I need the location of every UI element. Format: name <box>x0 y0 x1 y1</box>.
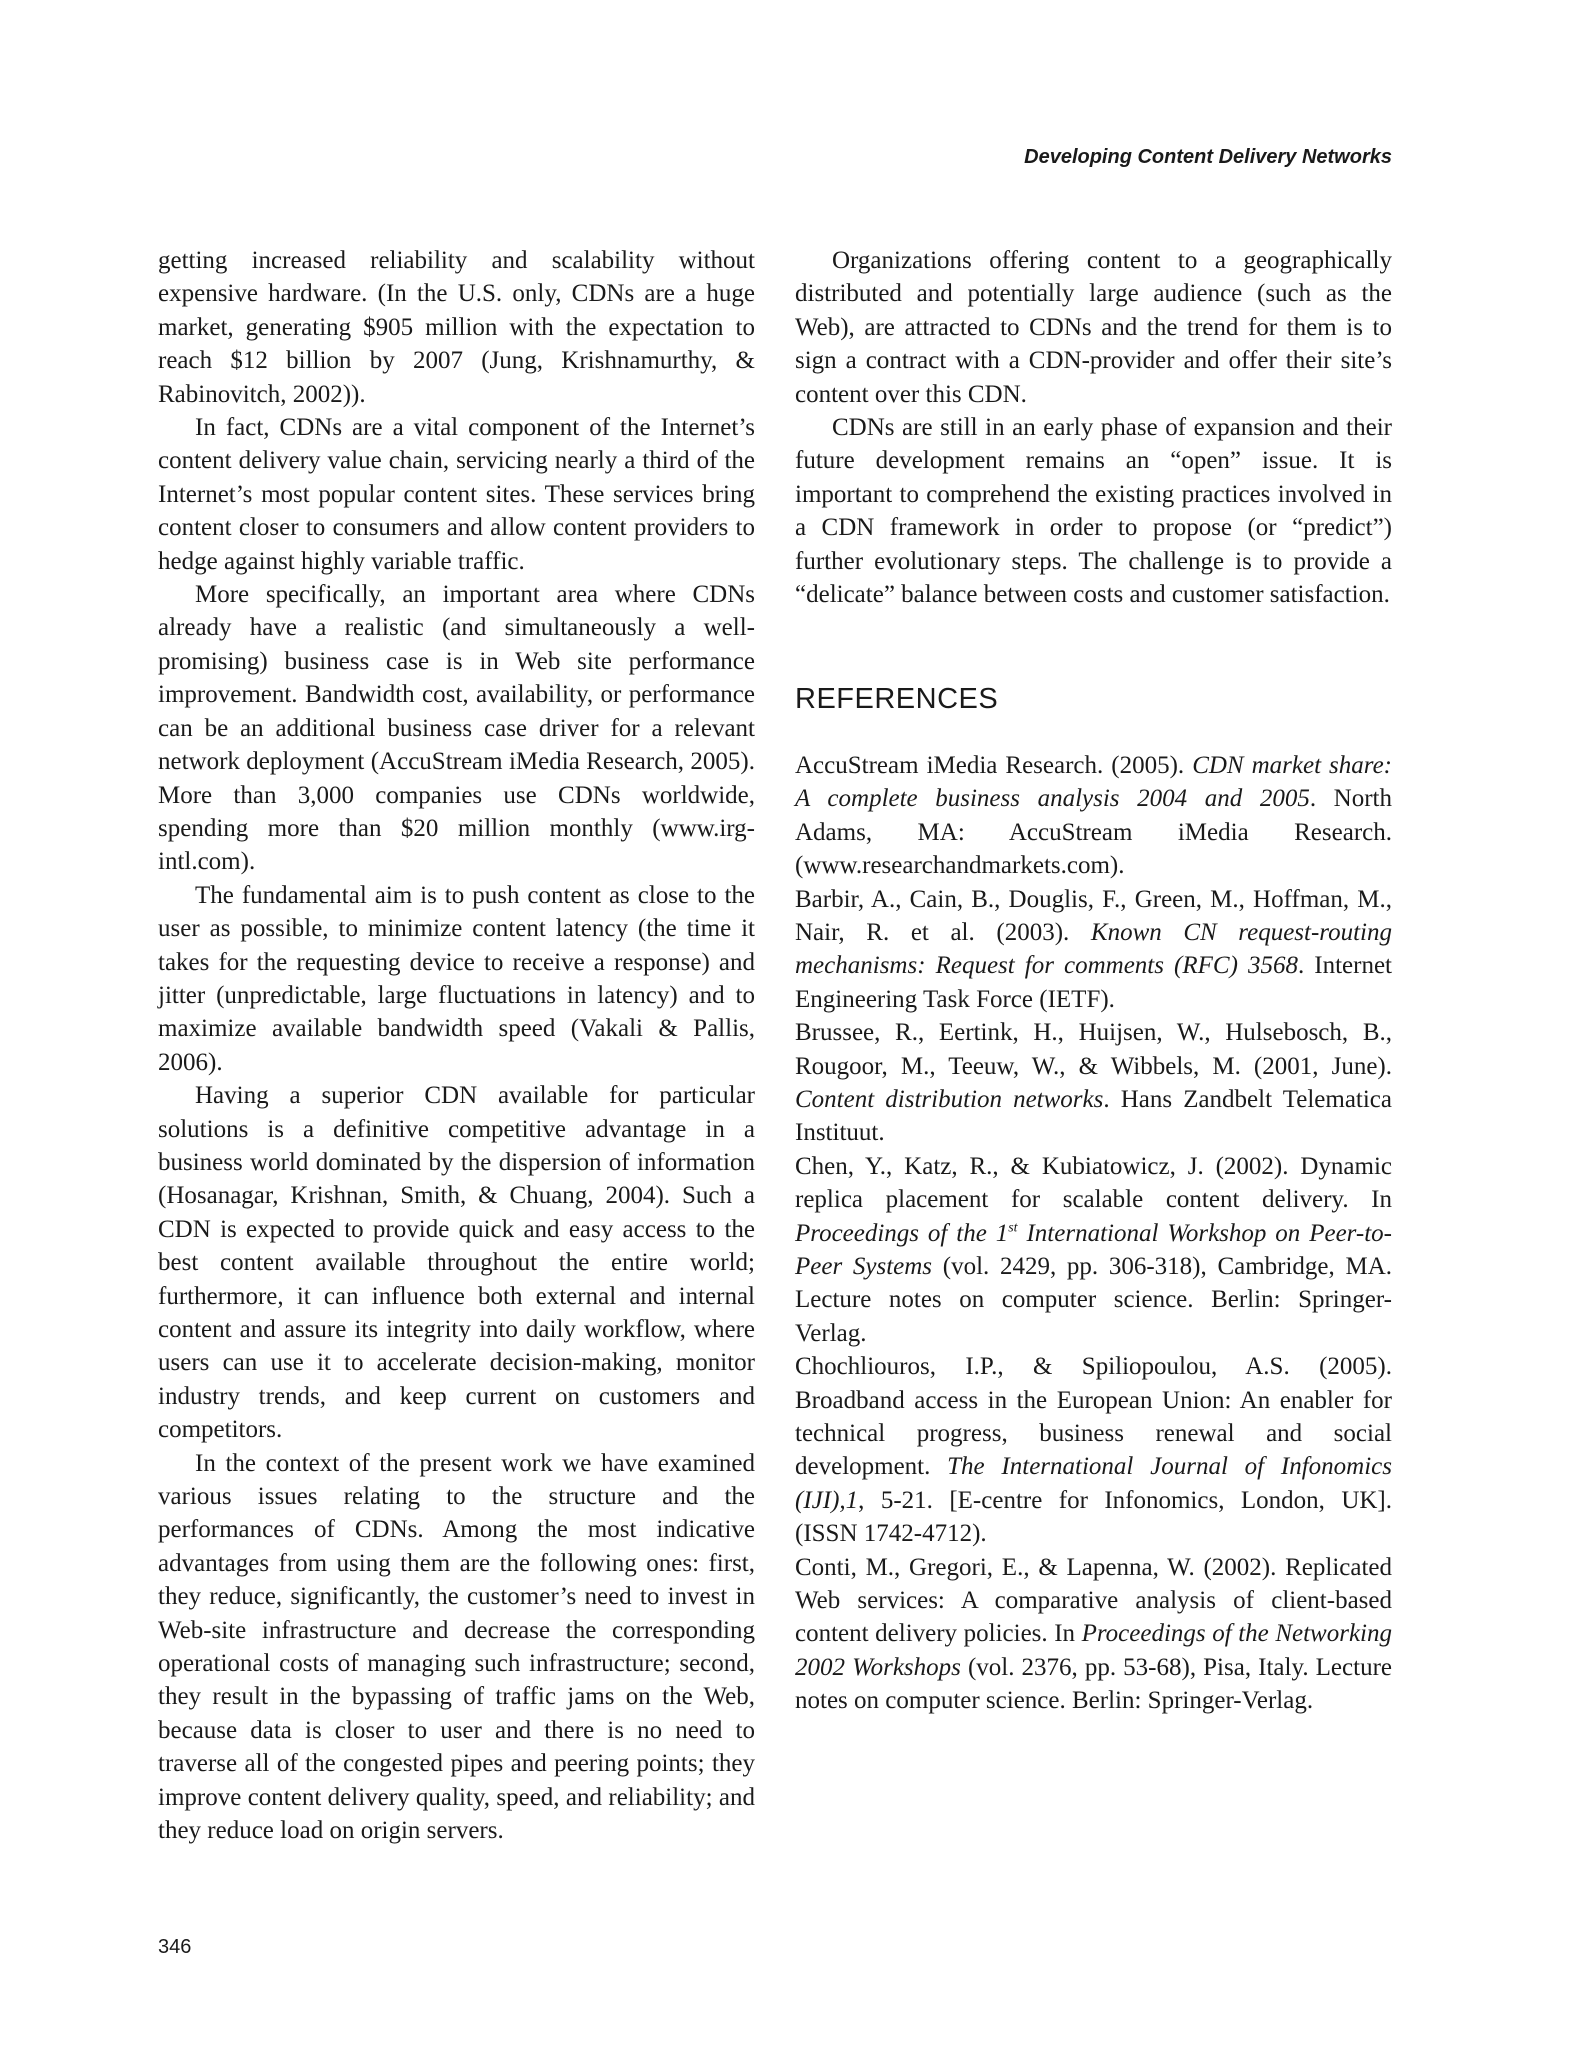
reference-text: AccuStream iMedia Research. (2005). <box>795 751 1193 779</box>
reference-entry <box>795 1150 1392 1350</box>
body-paragraph: In fact, CDNs are a vital component of the Internet’s content delivery value chain, servicing nearly a third of the Internet’s most popular content sites. These services bring content closer to consumers and allow content providers to hedge against highly variable traffic. <box>158 414 755 575</box>
reference-title: CDN market share: A complete business analysis 2004 and 2005 <box>795 751 1393 813</box>
reference-text: . North Adams, MA: AccuStream iMedia Research. (www.researchandmarkets.com). <box>795 785 1393 880</box>
references-heading: REFERENCES <box>795 683 999 716</box>
reference-entry <box>795 749 1392 883</box>
reference-entry <box>795 883 1392 1017</box>
body-paragraph: In the context of the present work we have examined various issues relating to the structure and the performances of CDNs. Among the most indicative advantages from using them are the following ones: first, they reduce, significantly, the customer’s need to invest in Web-site infrastructure and decrease the corresponding operational costs of managing such infrastructure; second, they result in the bypassing of traffic jams on the Web, because data is closer to user and there is no need to traverse all of the congested pipes and peering points; they improve content delivery quality, speed, and reliability; and they reduce load on origin servers. <box>158 1449 755 1845</box>
reference-text: (vol. 2429, pp. 306-318), Cambridge, MA. Lecture notes on computer science. Berlin: Springer-Verlag. <box>795 1252 1393 1347</box>
reference-text: Brussee, R., Eertink, H., Huijsen, W., Hulsebosch, B., Rougoor, M., Teeuw, W., & Wibbels, M. (2001, June). <box>795 1019 1392 1080</box>
reference-text: Barbir, A., Cain, B., Douglis, F., Green, M., Hoffman, M., Nair, R. et al. (2003). <box>795 885 1392 946</box>
body-paragraph: getting increased reliability and scalability without expensive hardware. (In the U.S. only, CDNs are a huge market, generating $905 million with the expectation to reach $12 billion by 2007 (Jung, Krishnamurthy, & Rabinovitch, 2002)). <box>158 247 755 408</box>
reference-entry <box>795 1350 1392 1550</box>
page-number: 346 <box>158 1936 192 1958</box>
left-column <box>158 244 755 1848</box>
reference-text: . Hans Zandbelt Telematica Instituut. <box>795 1085 1392 1147</box>
reference-title: Known CN request-routing mechanisms: Request for comments (RFC) 3568 <box>795 918 1392 980</box>
reference-text: Chochliouros, I.P., & Spiliopoulou, A.S. (2005). Broadband access in the European Union: An enabler for technical progress, business renewal and social development. <box>795 1353 1392 1481</box>
reference-title: Proceedings of the Networking 2002 Workshops <box>795 1620 1393 1681</box>
body-paragraph: The fundamental aim is to push content as close to the user as possible, to minimize content latency (the time it takes for the requesting device to receive a response) and jitter (unpredictable, large fluctuations in latency) and to maximize available bandwidth speed (Vakali & Pallis, 2006). <box>158 881 755 1076</box>
reference-entry <box>795 1016 1392 1150</box>
reference-title: Proceedings of the 1 <box>795 1219 1009 1247</box>
body-paragraph: CDNs are still in an early phase of expansion and their future development remains an “open” issue. It is important to comprehend the existing practices involved in a CDN framework in order to propose (or “predict”) further evolutionary steps. The challenge is to provide a “delicate” balance between costs and customer satisfaction. <box>795 414 1392 609</box>
reference-text: . Internet Engineering Task Force (IETF). <box>795 952 1393 1013</box>
reference-text: Conti, M., Gregori, E., & Lapenna, W. (2002). Replicated Web services: A comparative analysis of client-based content delivery policies. In <box>795 1553 1392 1648</box>
reference-superscript: st <box>1008 1220 1018 1236</box>
reference-text: (vol. 2376, pp. 53-68), Pisa, Italy. Lecture notes on computer science. Berlin: Springer-Verlag. <box>795 1653 1392 1715</box>
reference-title: The International Journal of Infonomics (IJI),1 <box>795 1453 1392 1514</box>
reference-text: Chen, Y., Katz, R., & Kubiatowicz, J. (2002). Dynamic replica placement for scalable content delivery. In <box>795 1152 1392 1214</box>
right-column <box>795 244 1392 1718</box>
reference-title: International Workshop on Peer-to-Peer Systems <box>795 1219 1392 1280</box>
running-head: Developing Content Delivery Networks <box>1024 146 1392 168</box>
reference-title: Content distribution networks <box>795 1085 1104 1113</box>
body-paragraph: Having a superior CDN available for particular solutions is a definitive competitive advantage in a business world dominated by the dispersion of information (Hosanagar, Krishnan, Smith, & Chuang, 2004). Such a CDN is expected to provide quick and easy access to the best content available throughout the entire world; furthermore, it can influence both external and internal content and assure its integrity into daily workflow, where users can use it to accelerate decision-making, monitor industry trends, and keep current on customers and competitors. <box>158 1082 755 1444</box>
reference-entry <box>795 1551 1392 1718</box>
reference-text: , 5-21. [E-centre for Infonomics, London, UK]. (ISSN 1742-4712). <box>795 1486 1392 1548</box>
body-paragraph: Organizations offering content to a geographically distributed and potentially large audience (such as the Web), are attracted to CDNs and the trend for them is to sign a contract with a CDN-provider and offer their site’s content over this CDN. <box>795 247 1392 408</box>
body-paragraph: More specifically, an important area where CDNs already have a realistic (and simultaneously a well-promising) business case is in Web site performance improvement. Bandwidth cost, availability, or performance can be an additional business case driver for a relevant network deployment (AccuStream iMedia Research, 2005). More than 3,000 companies use CDNs worldwide, spending more than $20 million monthly (www.irg-intl.com). <box>158 581 755 876</box>
